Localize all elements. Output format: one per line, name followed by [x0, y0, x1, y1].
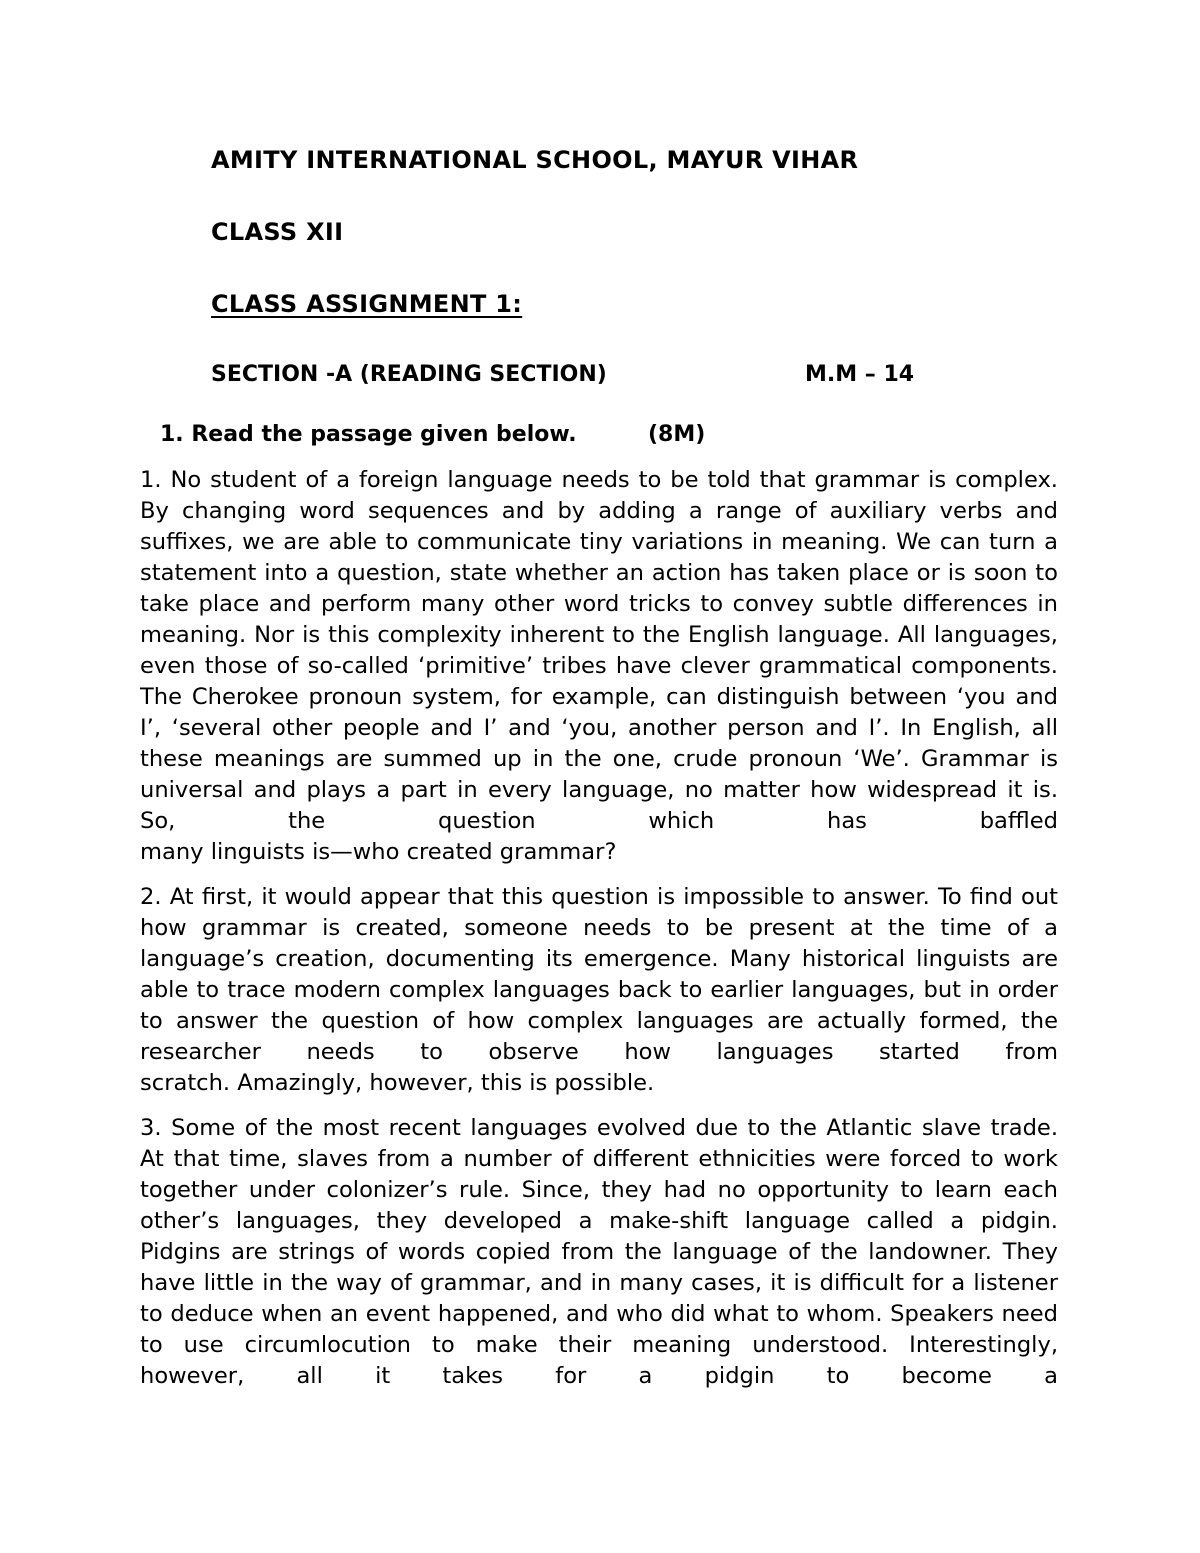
section-title: SECTION -A (READING SECTION): [211, 362, 607, 387]
paragraph-2-last-line: scratch. Amazingly, however, this is possible.: [140, 1070, 655, 1096]
question-marks: (8M): [648, 422, 706, 447]
reading-passage: [140, 465, 1058, 1406]
school-title: AMITY INTERNATIONAL SCHOOL, MAYUR VIHAR: [211, 146, 859, 174]
assignment-title: CLASS ASSIGNMENT 1:: [211, 290, 523, 318]
max-marks: M.M – 14: [805, 362, 915, 387]
passage-paragraph-1: [140, 465, 1058, 868]
paragraph-2-text: 2. At first, it would appear that this question is impossible to answer. To find out how grammar is created, someone needs to be present at the time of a language’s creation, documenting its emergence. Many historical linguists are able to trace modern complex languages back to earlier languages, but in order to answer the question of how complex languages are actually formed, the researcher needs to observe how languages started from: [140, 884, 1058, 1065]
passage-paragraph-3: [140, 1113, 1058, 1392]
question-number: 1.: [160, 422, 184, 447]
paragraph-3-text: 3. Some of the most recent languages evolved due to the Atlantic slave trade. At that time, slaves from a number of different ethnicities were forced to work together under colonizer’s rule. Since, they had no opportunity to learn each other’s languages, they developed a make-shift language called a pidgin. Pidgins are strings of words copied from the language of the landowner. They have little in the way of grammar, and in many cases, it is difficult for a listener to deduce when an event happened, and who did what to whom. Speakers need to use circumlocution to make their meaning understood. Interestingly, however, all it takes for a pidgin to become a: [140, 1115, 1058, 1389]
passage-paragraph-2: [140, 882, 1058, 1099]
section-heading-row: [211, 362, 931, 387]
question-heading: [160, 422, 706, 447]
class-label: CLASS XII: [211, 218, 344, 246]
paragraph-1-last-line: many linguists is—who created grammar?: [140, 839, 617, 865]
question-text: Read the passage given below.: [191, 422, 577, 447]
paragraph-1-text: 1. No student of a foreign language needs to be told that grammar is complex. By changing word sequences and by adding a range of auxiliary verbs and suffixes, we are able to communicate tiny variations in meaning. We can turn a statement into a question, state whether an action has taken place or is soon to take place and perform many other word tricks to convey subtle differences in meaning. Nor is this complexity inherent to the English language. All languages, even those of so-called ‘primitive’ tribes have clever grammatical components. The Cherokee pronoun system, for example, can distinguish between ‘you and I’, ‘several other people and I’ and ‘you, another person and I’. In English, all these meanings are summed up in the one, crude pronoun ‘We’. Grammar is universal and plays a part in every language, no matter how widespread it is. So, the question which has baffled: [140, 467, 1058, 834]
